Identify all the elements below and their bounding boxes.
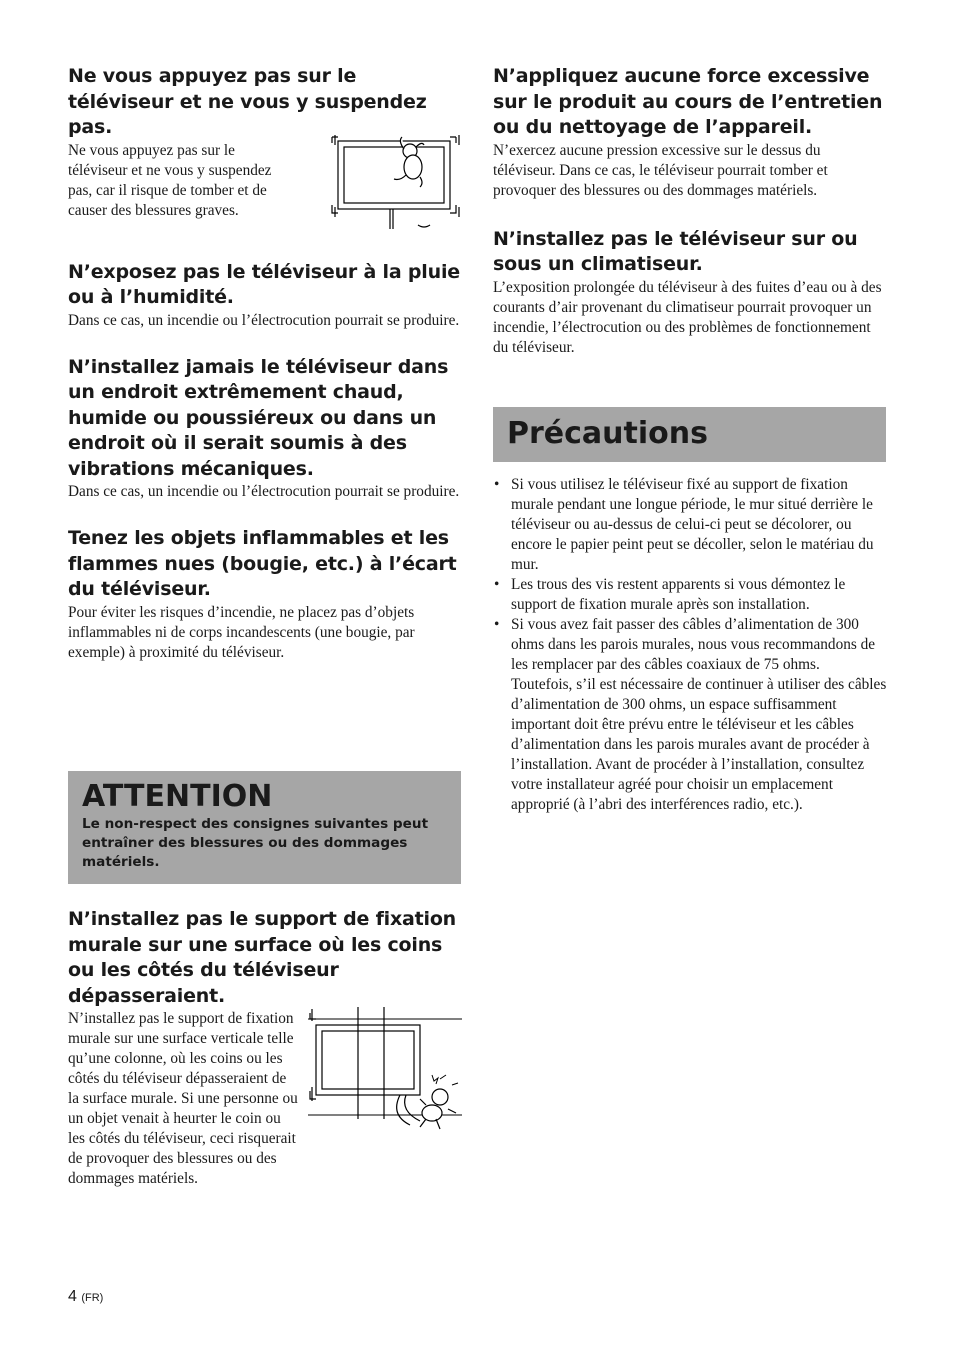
heading-lean: Ne vous appuyez pas sur le téléviseur et ne vous y suspendez pas. (68, 65, 427, 138)
left-column-lower (68, 907, 462, 1189)
attention-box (68, 771, 461, 884)
page-number (68, 1288, 103, 1306)
body-rain: Dans ce cas, un incendie ou l’électrocution pourrait se produire. (68, 311, 460, 329)
body-air-conditioner: L’exposition prolongée du téléviseur à des fuites d’eau ou à des courants d’air provenant du climatiseur pourrait provoquer un incendie, l’électrocution ou des problèmes de fonctionnement du téléviseur. (493, 278, 882, 356)
list-item: • Si vous utilisez le téléviseur fixé au support de fixation murale pendant une longue période, le mur situé derrière le téléviseur ou au-dessus de celui-ci peut se décolorer, ou encore le papier peint peut se décoller, selon le matériau du mur. (493, 475, 887, 575)
body-lean: Ne vous appuyez pas sur le téléviseur et ne vous y suspendez pas, car il risque de tomber et de causer des blessures graves. (68, 141, 272, 219)
page-number-value: 4 (68, 1288, 77, 1305)
precautions-list (493, 475, 887, 675)
right-column (493, 64, 886, 358)
precautions-continuation: Toutefois, s’il est nécessaire de continuer à utiliser des câbles d’alimentation de 300 ohms, un espace suffisamment important doit être prévu entre le téléviseur et les câbles d’alimentation dans les parois murales avant de procéder à l’installation. Avant de procéder à l’installation, consultez votre installateur agréé pour choisir un emplacement approprié (à l’abri des interférences radio, etc.). (511, 676, 887, 813)
precautions-box (493, 407, 886, 462)
heading-excessive-force: N’appliquez aucune force excessive sur le produit au cours de l’entretien ou du nettoyage de l’appareil. (493, 65, 883, 138)
body-excessive-force: N’exercez aucune pression excessive sur le dessus du téléviseur. Dans ce cas, le téléviseur pourrait tomber et provoquer des blessures ou des dommages matériels. (493, 141, 828, 199)
left-column (68, 64, 462, 663)
tv-column-illustration (308, 1005, 462, 1135)
attention-subtitle: Le non-respect des consignes suivantes peut entraîner des blessures ou des dommages matériels. (82, 816, 429, 870)
heading-flammable: Tenez les objets inflammables et les flammes nues (bougie, etc.) à l’écart du téléviseur. (68, 527, 457, 600)
body-wall-bracket: N’installez pas le support de fixation murale sur une surface verticale telle qu’une colonne, où les coins ou les côtés du téléviseur dépasseraient de la surface murale. Si une personne ou un objet venait à heurter le coin ou les côtés du téléviseur, ceci risquerait de provoquer des blessures ou des dommages matériels. (68, 1010, 298, 1187)
body-hot-place: Dans ce cas, un incendie ou l’électrocution pourrait se produire. (68, 483, 460, 500)
heading-wall-bracket: N’installez pas le support de fixation murale sur une surface où les coins ou les côtés du téléviseur dépasseraient. (68, 908, 457, 1007)
list-item: • Les trous des vis restent apparents si vous démontez le support de fixation murale après son installation. (493, 575, 887, 615)
list-item: • Si vous avez fait passer des câbles d’alimentation de 300 ohms dans les parois murales, nous vous recommandons de les remplacer par des câbles coaxiaux de 75 ohms. (493, 615, 887, 675)
tv-hanging-illustration (330, 135, 464, 235)
heading-hot-place: N’installez jamais le téléviseur dans un endroit extrêmement chaud, humide ou poussiéreux ou dans un endroit où il serait soumis à des vibrations mécaniques. (68, 355, 449, 480)
heading-rain: N’exposez pas le téléviseur à la pluie ou à l’humidité. (68, 260, 460, 308)
precautions-title: Précautions (507, 416, 708, 451)
body-flammable: Pour éviter les risques d’incendie, ne placez pas d’objets inflammables ni de corps incandescents (une bougie, par exemple) à proximité du téléviseur. (68, 603, 415, 661)
precautions-list-container (493, 475, 887, 815)
heading-air-conditioner: N’installez pas le téléviseur sur ou sous un climatiseur. (493, 227, 858, 275)
page-language: (FR) (81, 1292, 104, 1304)
attention-title: ATTENTION (82, 779, 273, 814)
